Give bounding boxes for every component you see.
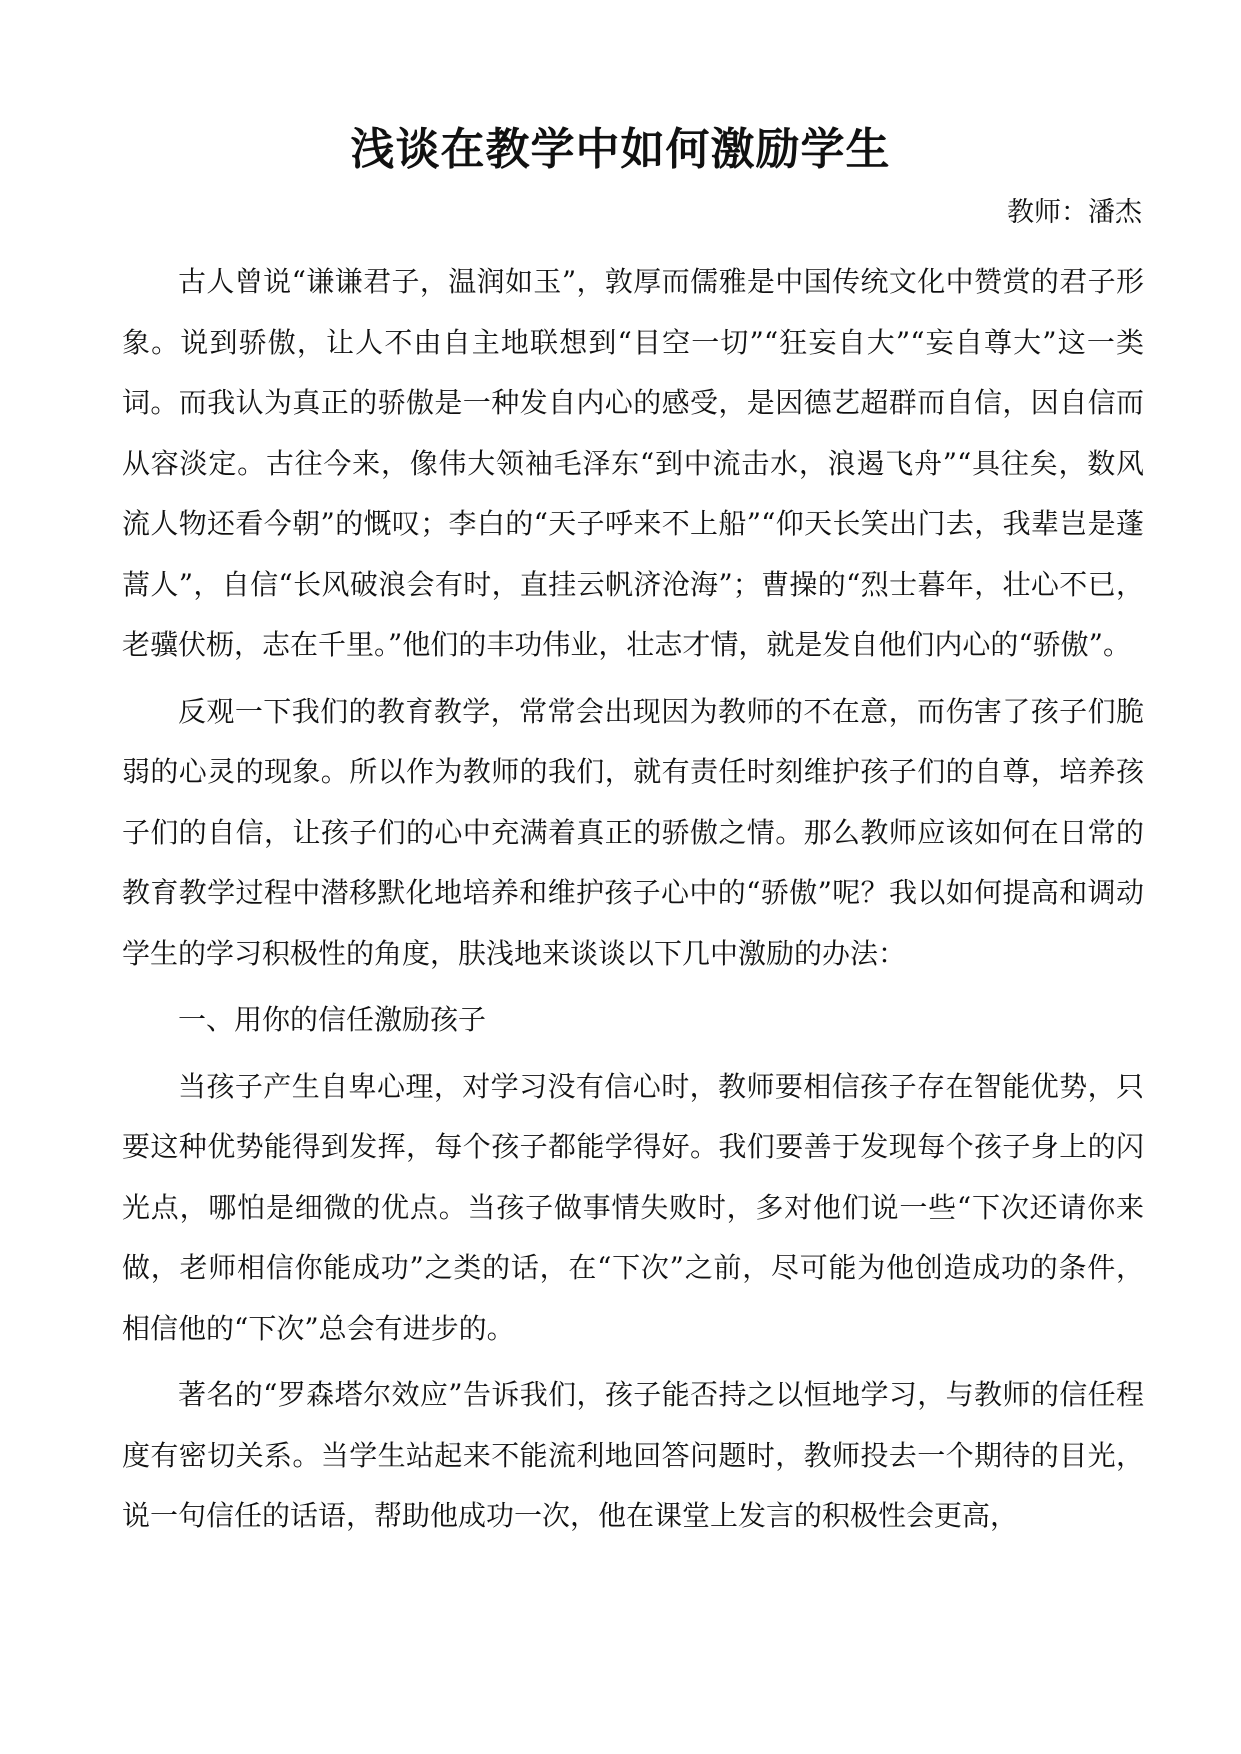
document-body xyxy=(122,252,1144,1553)
paragraph-trust: 当孩子产生自卑心理，对学习没有信心时，教师要相信孩子存在智能优势，只要这种优势能得到发挥，每个孩子都能学得好。我们要善于发现每个孩子身上的闪光点，哪怕是细微的优点。当孩子做事情失败时，多对他们说一些“下次还请你来做，老师相信你能成功”之类的话，在“下次”之前，尽可能为他创造成功的条件，相信他的“下次”总会有进步的。 xyxy=(122,1069,1144,1345)
author-line: 教师：潘杰 xyxy=(1007,197,1142,228)
document-title: 浅谈在教学中如何激励学生 xyxy=(350,124,891,175)
paragraph-reflection: 反观一下我们的教育教学，常常会出现因为教师的不在意，而伤害了孩子们脆弱的心灵的现象。所以作为教师的我们，就有责任时刻维护孩子们的自尊，培养孩子们的自信，让孩子们的心中充满着真正的骄傲之情。那么教师应该如何在日常的教育教学过程中潜移默化地培养和维护孩子心中的“骄傲”呢？我以如何提高和调动学生的学习积极性的角度，肤浅地来谈谈以下几中激励的办法： xyxy=(122,694,1144,970)
paragraph-rosenthal: 著名的“罗森塔尔效应”告诉我们，孩子能否持之以恒地学习，与教师的信任程度有密切关系。当学生站起来不能流利地回答问题时，教师投去一个期待的目光，说一句信任的话语，帮助他成功一次，他在课堂上发言的积极性会更高， xyxy=(122,1378,1144,1532)
section-heading-1: 一、用你的信任激励孩子 xyxy=(178,1003,487,1036)
paragraph-intro: 古人曾说“谦谦君子，温润如玉”，敦厚而儒雅是中国传统文化中赞赏的君子形象。说到骄傲，让人不由自主地联想到“目空一切”“狂妄自大”“妄自尊大”这一类词。而我认为真正的骄傲是一种发自内心的感受，是因德艺超群而自信，因自信而从容淡定。古往今来，像伟大领袖毛泽东“到中流击水，浪遏飞舟”“具往矣，数风流人物还看今朝”的慨叹；李白的“天子呼来不上船”“仰天长笑出门去，我辈岂是蓬蒿人”，自信“长风破浪会有时，直挂云帆济沧海”；曹操的“烈士暮年，壮心不已，老骥伏枥，志在千里。”他们的丰功伟业，壮志才情，就是发自他们内心的“骄傲”。 xyxy=(122,265,1145,661)
